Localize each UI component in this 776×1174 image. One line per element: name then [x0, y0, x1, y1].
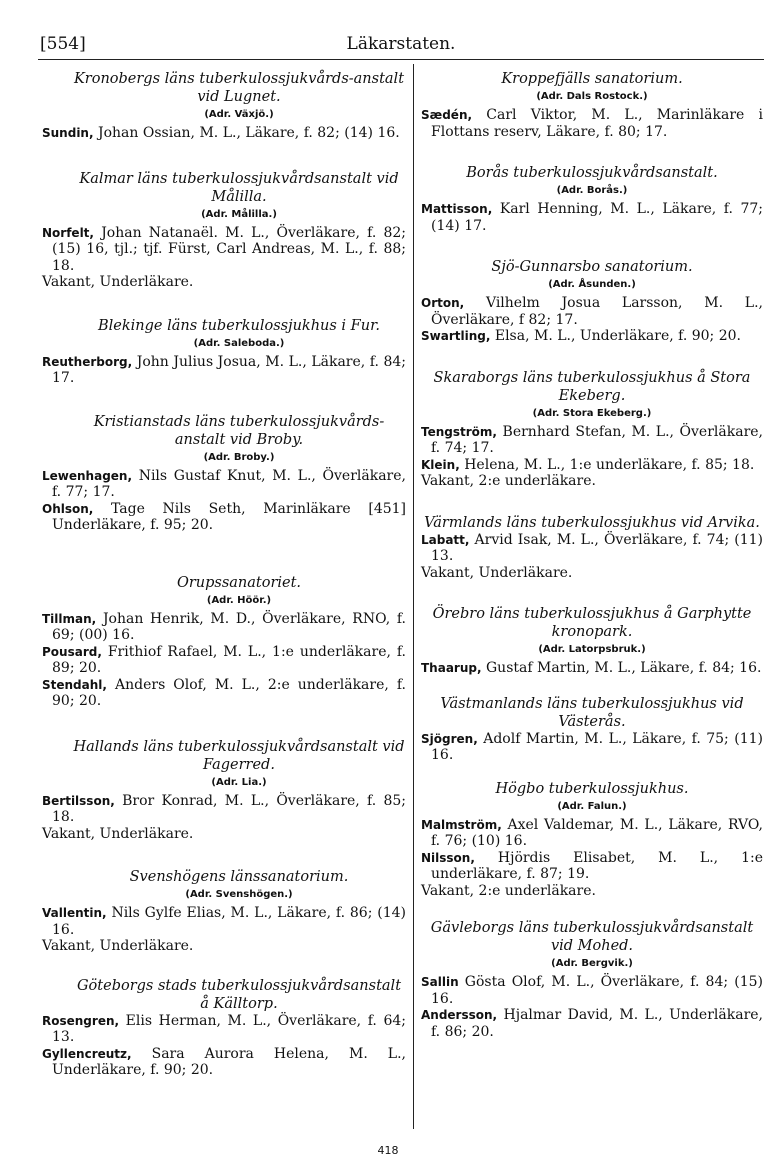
staff-entry [421, 974, 763, 1007]
staff-name: Gyllencreutz, [42, 1046, 132, 1061]
institution-address: (Adr. Målilla.) [201, 208, 277, 220]
staff-name: Nilsson, [421, 850, 475, 865]
staff-entry [42, 354, 406, 387]
page-number: [554] [40, 34, 86, 54]
header-rule [38, 59, 764, 60]
institution-title: Kristianstads läns tuberkulossjukvårds-anstalt vid Broby. [93, 413, 385, 448]
staff-details: Vakant, Underläkare. [421, 564, 573, 581]
staff-entry [42, 905, 406, 938]
staff-entry [42, 938, 406, 955]
institution-title: Hallands läns tuberkulossjukvårdsanstalt vid Fagerred. [73, 738, 405, 773]
staff-details: Carl Viktor, M. L., Marinläkare i Flottans reserv, Läkare, f. 80; 17. [431, 107, 763, 140]
staff-entry [42, 793, 406, 826]
staff-entry [421, 883, 763, 900]
institution-address: (Adr. Växjö.) [204, 109, 274, 120]
staff-name: Malmström, [421, 817, 502, 832]
institution-section [421, 164, 763, 234]
staff-name: Orton, [421, 296, 465, 310]
staff-entry [42, 125, 406, 142]
staff-details: Elsa, M. L., Underläkare, f. 90; 20. [494, 328, 741, 344]
staff-details: Johan Natanaël. M. L., Överläkare, f. 82; (15) 16, tjl.; tjf. Fürst, Carl Andreas, M. L., f. 88; 18. [52, 224, 406, 274]
staff-name: Lewenhagen, [42, 468, 133, 483]
institution-title: Högbo tuberkulossjukhus. [495, 780, 689, 797]
institution-address: (Adr. Dals Rostock.) [536, 91, 648, 102]
staff-details: Elis Herman, M. L., Överläkare, f. 64; 13. [52, 1012, 406, 1045]
staff-name: Sædén, [421, 108, 473, 122]
institution-title: Örebro läns tuberkulossjukhus å Garphytte kronopark. [432, 606, 752, 640]
staff-name: Reutherborg, [42, 354, 133, 369]
staff-details: John Julius Josua, M. L., Läkare, f. 84; 17. [52, 353, 406, 386]
staff-details: Nils Gylfe Elias, M. L., Läkare, f. 86; (14) 16. [52, 905, 406, 938]
staff-name: Stendahl, [42, 677, 107, 692]
staff-details: Karl Henning, M. L., Läkare, f. 77; (14) 17. [431, 201, 763, 234]
institution-address: (Adr. Broby.) [203, 451, 275, 463]
staff-entry [421, 850, 763, 883]
institution-address: (Adr. Stora Ekeberg.) [532, 407, 652, 419]
staff-details: Anders Olof, M. L., 2:e underläkare, f. 90; 20. [52, 676, 406, 709]
staff-name: Mattisson, [421, 202, 493, 216]
institution-section [42, 317, 406, 387]
staff-details: Tage Nils Seth, Marinläkare [451] Underläkare, f. 95; 20. [52, 500, 407, 533]
staff-entry [42, 644, 406, 677]
running-title: Läkarstaten. [346, 34, 456, 54]
institution-title: Göteborgs stads tuberkulossjukvårdsanstalt å Källtorp. [76, 977, 402, 1012]
institution-address: (Adr. Borås.) [556, 185, 628, 196]
institution-address: (Adr. Lia.) [211, 776, 267, 788]
staff-details: Gösta Olof, M. L., Överläkare, f. 84; (15) 16. [431, 974, 763, 1007]
right-column [421, 70, 763, 1040]
staff-entry [42, 468, 406, 501]
staff-name: Vallentin, [42, 906, 107, 920]
staff-details: Vakant, 2:e underläkare. [421, 473, 596, 489]
institution-title: Borås tuberkulossjukvårdsanstalt. [466, 165, 718, 181]
staff-entry [42, 501, 406, 534]
staff-name: Sundin, [42, 126, 94, 140]
institution-title: Kalmar läns tuberkulossjukvårdsanstalt vid Målilla. [79, 170, 399, 205]
institution-section [42, 70, 406, 142]
staff-details: Axel Valdemar, M. L., Läkare, RVO, f. 76; (10) 16. [431, 816, 764, 849]
staff-name: Klein, [421, 457, 460, 472]
institution-section [421, 919, 763, 1040]
staff-entry [42, 225, 406, 275]
staff-name: Rosengren, [42, 1013, 120, 1028]
staff-name: Bertilsson, [42, 793, 115, 808]
staff-details: Vakant, Underläkare. [42, 938, 194, 954]
staff-entry [421, 1007, 763, 1040]
institution-title: Värmlands läns tuberkulossjukhus vid Arvika. [424, 514, 760, 531]
staff-entry [421, 295, 763, 328]
institution-section [42, 738, 407, 843]
institution-title: Gävleborgs läns tuberkulossjukvårdsanstalt vid Mohed. [430, 920, 754, 954]
institution-address: (Adr. Bergvik.) [551, 958, 633, 969]
staff-name: Norfelt, [42, 225, 94, 240]
institution-section [421, 70, 763, 140]
staff-name: Sallin [421, 975, 459, 989]
institution-section [42, 170, 406, 291]
staff-entry [421, 424, 763, 457]
staff-entry [421, 660, 763, 677]
institution-address: (Adr. Saleboda.) [193, 337, 285, 349]
institution-section [42, 574, 407, 710]
staff-details: Vakant, Underläkare. [42, 825, 194, 842]
staff-entry [421, 328, 763, 345]
staff-entry [42, 611, 406, 644]
staff-details: Helena, M. L., 1:e underläkare, f. 85; 18. [464, 456, 755, 473]
institution-title: Blekinge läns tuberkulossjukhus i Fur. [97, 317, 381, 334]
institution-address: (Adr. Falun.) [557, 800, 627, 812]
staff-details: Vilhelm Josua Larsson, M. L., Överläkare, f 82; 17. [431, 295, 763, 328]
staff-entry [421, 201, 763, 234]
staff-details: Gustaf Martin, M. L., Läkare, f. 84; 16. [486, 660, 762, 676]
footer-page-number: 418 [377, 1144, 399, 1157]
staff-details: Johan Henrik, M. D., Överläkare, RNO, f. 69; (00) 16. [52, 610, 407, 643]
left-column [42, 70, 407, 1079]
staff-name: Sjögren, [421, 731, 478, 746]
institution-title: Kronobergs läns tuberkulossjukvårds-anstalt vid Lugnet. [73, 71, 405, 105]
staff-details: Bernhard Stefan, M. L., Överläkare, f. 74; 17. [431, 423, 763, 456]
staff-name: Tillman, [42, 611, 97, 626]
staff-entry [42, 1013, 406, 1046]
staff-name: Labatt, [421, 532, 470, 547]
institution-section [421, 695, 763, 764]
institution-section [421, 605, 763, 677]
staff-name: Tengström, [421, 424, 497, 439]
staff-entry [421, 473, 763, 490]
institution-title: Orupssanatoriet. [176, 574, 302, 591]
staff-entry [42, 1046, 406, 1079]
institution-section [42, 413, 407, 534]
staff-details: Vakant, Underläkare. [42, 274, 194, 290]
staff-details: Vakant, 2:e underläkare. [421, 882, 596, 899]
staff-details: Hjalmar David, M. L., Underläkare, f. 86; 20. [431, 1007, 763, 1040]
staff-details: Frithiof Rafael, M. L., 1:e underläkare, f. 89; 20. [52, 643, 406, 676]
staff-name: Andersson, [421, 1008, 498, 1022]
staff-details: Sara Aurora Helena, M. L., Underläkare, f. 90; 20. [52, 1045, 407, 1078]
staff-entry [42, 826, 406, 843]
staff-details: Johan Ossian, M. L., Läkare, f. 82; (14) 16. [98, 125, 400, 141]
staff-name: Swartling, [421, 329, 491, 343]
institution-title: Västmanlands läns tuberkulossjukhus vid Västerås. [440, 695, 744, 730]
staff-entry [42, 274, 406, 291]
staff-entry [421, 565, 763, 582]
staff-details: Adolf Martin, M. L., Läkare, f. 75; (11) 16. [431, 730, 763, 763]
institution-section [42, 977, 407, 1079]
institution-section [421, 258, 763, 345]
staff-details: Bror Konrad, M. L., Överläkare, f. 85; 18. [52, 792, 407, 825]
institution-section [421, 780, 763, 900]
staff-entry [421, 532, 763, 565]
institution-address: (Adr. Åsunden.) [548, 279, 636, 290]
institution-address: (Adr. Svenshögen.) [185, 889, 293, 900]
institution-section [421, 514, 763, 582]
staff-entry [421, 457, 763, 474]
staff-entry [421, 731, 763, 764]
page-header [40, 34, 762, 60]
institution-section [421, 369, 763, 490]
staff-details: Arvid Isak, M. L., Överläkare, f. 74; (11) 13. [431, 531, 763, 564]
institution-title: Sjö-Gunnarsbo sanatorium. [491, 259, 693, 275]
staff-entry [42, 677, 406, 710]
staff-name: Thaarup, [421, 661, 482, 675]
institution-address: (Adr. Latorpsbruk.) [538, 644, 646, 655]
institution-title: Svenshögens länssanatorium. [129, 869, 349, 885]
institution-address: (Adr. Höör.) [206, 594, 272, 606]
staff-name: Ohlson, [42, 501, 94, 516]
staff-details: Nils Gustaf Knut, M. L., Överläkare, f. 77; 17. [52, 467, 406, 500]
institution-title: Kroppefjälls sanatorium. [501, 71, 683, 87]
staff-entry [421, 817, 763, 850]
institution-section [42, 868, 406, 955]
staff-name: Pousard, [42, 644, 102, 659]
staff-entry [421, 107, 763, 140]
staff-details: Hjördis Elisabet, M. L., 1:e underläkare, f. 87; 19. [431, 849, 763, 882]
column-divider [413, 64, 414, 1129]
institution-title: Skaraborgs läns tuberkulossjukhus å Stora Ekeberg. [433, 369, 751, 404]
